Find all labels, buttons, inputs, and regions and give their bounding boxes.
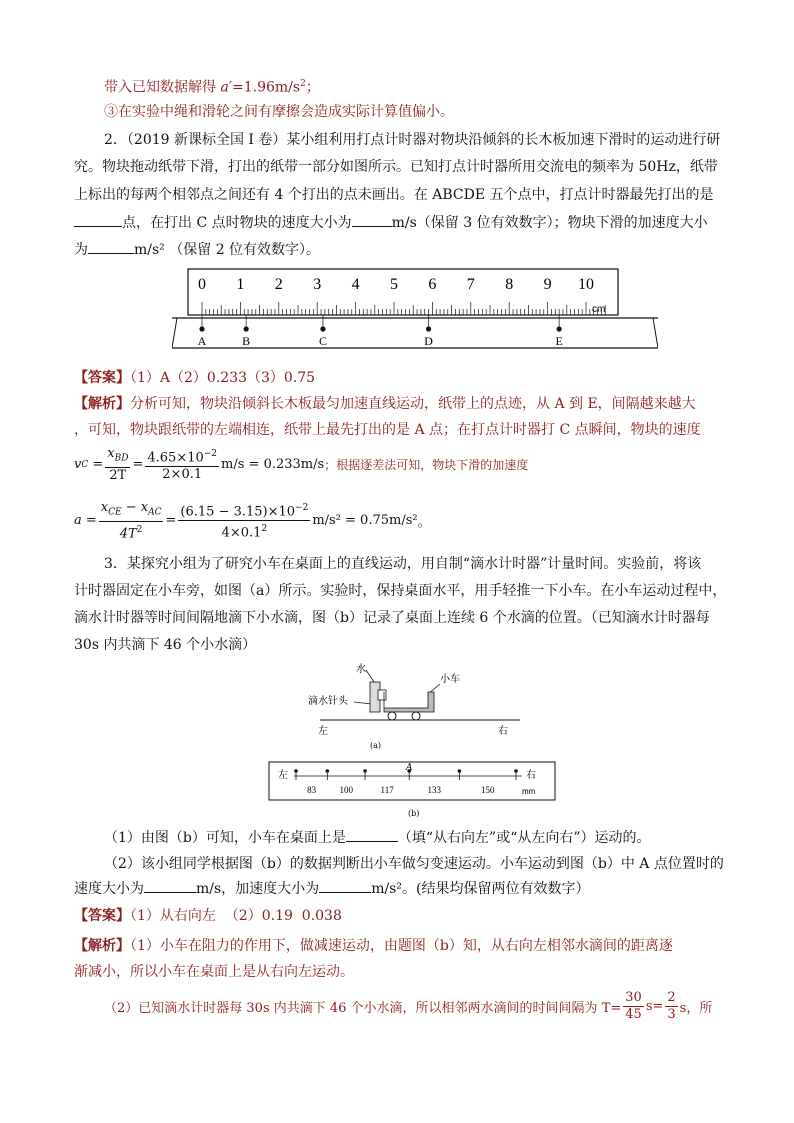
ruler-body bbox=[188, 269, 618, 315]
tape-edge bbox=[172, 318, 177, 348]
answer-tag: 【答案】 bbox=[74, 370, 130, 386]
text: 4×0.1 bbox=[221, 525, 262, 541]
text: a bbox=[220, 79, 229, 96]
text: s= bbox=[645, 999, 664, 1014]
text: ；根据逐差法可知，物块下滑的加速度 bbox=[324, 458, 529, 473]
fraction bbox=[178, 500, 310, 542]
water-label: 水 bbox=[356, 664, 366, 675]
gap-label: 100 bbox=[339, 785, 353, 795]
answer-blank[interactable] bbox=[74, 214, 122, 227]
numerator bbox=[105, 446, 130, 468]
tape-dot bbox=[426, 326, 431, 331]
point-label: D bbox=[424, 334, 433, 348]
q3-sub1 bbox=[104, 826, 651, 850]
tape-dot bbox=[557, 326, 562, 331]
needle-label: 滴水针头 bbox=[308, 696, 348, 707]
text: − x bbox=[121, 500, 149, 515]
water-drop bbox=[294, 769, 298, 773]
point-label: A bbox=[197, 334, 207, 348]
text: AC bbox=[148, 507, 162, 518]
tape-dot bbox=[244, 326, 249, 331]
right-label: 右 bbox=[526, 770, 536, 781]
fraction bbox=[145, 446, 219, 483]
text: = bbox=[132, 457, 144, 473]
drip-timer-clamp bbox=[378, 690, 386, 700]
text: ； bbox=[305, 79, 320, 96]
fraction bbox=[665, 990, 677, 1023]
figure-b bbox=[268, 758, 558, 820]
q2-line-2: 究。物块拖动纸带下滑，打出的纸带一部分如图所示。已知打点计时器所用交流电的频率为 50Hz，纸带 bbox=[74, 159, 718, 175]
ruler-number: 4 bbox=[351, 276, 360, 293]
text: a = bbox=[74, 513, 97, 529]
gap-label: 150 bbox=[480, 785, 495, 795]
text: 2 bbox=[300, 79, 306, 89]
text: m/s² = 0.75m/s² bbox=[312, 513, 418, 529]
analysis-tag: 【解析】 bbox=[74, 938, 130, 954]
numerator bbox=[178, 500, 310, 521]
denominator: 2×0.1 bbox=[162, 467, 203, 483]
point-a-label: A bbox=[405, 763, 413, 773]
text: （2）已知滴水计时器每 30s 内共滴下 46 个小水滴，所以相邻两水滴间的时间间隔为 T= bbox=[104, 1001, 622, 1016]
answer-blank[interactable] bbox=[352, 214, 392, 227]
text: 分析可知，物块沿倾斜长木板最匀加速直线运动，纸带上的点迹，从 A 到 E，间隔越来越大 bbox=[130, 396, 696, 412]
text: C bbox=[81, 459, 89, 470]
tape-dot bbox=[320, 326, 325, 331]
numerator bbox=[145, 446, 219, 467]
q3-analysis-1 bbox=[74, 934, 673, 958]
ruler-number: 9 bbox=[543, 276, 552, 293]
fraction bbox=[105, 446, 130, 484]
q3-line-2: 计时器固定在小车旁，如图（a）所示。实验时，保持桌面水平，用手轻推一下小车。在小车运动过程中， bbox=[74, 583, 727, 599]
text: m/s = 0.233m/s bbox=[221, 457, 325, 473]
q2-analysis-1 bbox=[74, 392, 696, 416]
q3-analysis-3 bbox=[104, 990, 712, 1023]
ruler-number: 6 bbox=[428, 276, 437, 293]
wheel bbox=[412, 712, 420, 720]
q3-sub2-1: （2）该小组同学根据图（b）的数据判断出小车做匀变速运动。小车运动到图（b）中 A 点位置时的 bbox=[104, 856, 724, 872]
caption-b: (b) bbox=[408, 809, 420, 818]
top-line-2: ③在实验中绳和滑轮之间有摩擦会造成实际计算值偏小。 bbox=[104, 104, 454, 120]
ruler-number: 5 bbox=[390, 276, 398, 293]
text: m/s² （保留 2 位有效数字）。 bbox=[134, 242, 321, 258]
text: m/s²。(结果均保留两位有效数字） bbox=[371, 881, 590, 897]
denominator bbox=[118, 522, 145, 542]
figure-a bbox=[300, 660, 530, 752]
text: v bbox=[74, 457, 82, 473]
text: ′=1.96m/s bbox=[228, 79, 301, 96]
q2-analysis-2: ，可知，物块跟纸带的左端相连，纸带上最先打出的是 A 点；在打点计时器打 C 点瞬间，物块的速度 bbox=[74, 422, 701, 438]
answer-blank[interactable] bbox=[319, 880, 371, 893]
text: s，所 bbox=[679, 1001, 713, 1016]
numerator bbox=[99, 500, 164, 522]
denominator bbox=[220, 521, 270, 541]
text: 。 bbox=[417, 515, 431, 531]
q2-answer bbox=[74, 366, 315, 390]
water-drop bbox=[363, 769, 367, 773]
fraction bbox=[623, 990, 644, 1023]
water-drop bbox=[514, 769, 518, 773]
text: −2 bbox=[295, 503, 309, 514]
analysis-tag: 【解析】 bbox=[74, 396, 130, 412]
text: 点，在打出 C 点时物块的速度大小为 bbox=[122, 215, 352, 231]
tape-points bbox=[198, 315, 563, 348]
text: 2 bbox=[261, 524, 268, 535]
q3-line-4: 30s 内共滴下 46 个小水滴） bbox=[74, 637, 257, 653]
a-formula bbox=[74, 500, 431, 542]
text: 2 bbox=[136, 524, 143, 535]
point-label: C bbox=[318, 334, 327, 348]
text: m/s，加速度大小为 bbox=[196, 881, 320, 897]
answer-blank[interactable] bbox=[88, 241, 134, 254]
ruler-number: 3 bbox=[313, 276, 322, 293]
q2-line-1: 2．（2019 新课标全国 I 卷）某小组利用打点计时器对物块沿倾斜的长木板加速下滑时的运动进行研 bbox=[104, 132, 721, 148]
unit-label: mm bbox=[522, 787, 536, 796]
text: = bbox=[165, 513, 177, 529]
q3-answer bbox=[74, 904, 342, 928]
vc-formula bbox=[74, 446, 528, 484]
ruler-number: 1 bbox=[236, 276, 245, 293]
ruler-figure bbox=[172, 268, 658, 352]
tape-dot bbox=[199, 326, 204, 331]
gap-label: 83 bbox=[307, 785, 317, 795]
text: 为 bbox=[74, 242, 88, 258]
denominator: 3 bbox=[667, 1007, 676, 1022]
text: (6.15 − 3.15)×10 bbox=[180, 504, 296, 520]
q2-line-3: 上标出的每两个相邻点之间还有 4 个打出的点未画出。在 ABCDE 五个点中，打点计时器最先打出的是 bbox=[74, 187, 714, 203]
text: 带入已知数据解得 bbox=[104, 79, 221, 96]
top-line-1 bbox=[104, 72, 320, 100]
answer-tag: 【答案】 bbox=[74, 908, 130, 924]
q3-analysis-2: 渐减小，所以小车在桌面上是从右向左运动。 bbox=[74, 964, 354, 980]
point-label: E bbox=[555, 334, 563, 348]
point-label: B bbox=[242, 334, 251, 348]
q3-line-3: 滴水计时器等时间间隔地滴下小水滴，图（b）记录了桌面上连续 6 个水滴的位置。（已知滴水计时器每 bbox=[74, 610, 710, 626]
ruler-number: 8 bbox=[505, 276, 514, 293]
left-label: 左 bbox=[318, 726, 328, 737]
answer-text: （1）A（2）0.233（3）0.75 bbox=[130, 370, 316, 386]
numerator: 30 bbox=[625, 990, 642, 1005]
text: （1）由图（b）可知，小车在桌面上是 bbox=[104, 830, 346, 846]
q3-line-1: 3．某探究小组为了研究小车在桌面上的直线运动，用自制“滴水计时器”计量时间。实验前，将该 bbox=[104, 556, 702, 572]
ruler-unit: cm bbox=[592, 304, 606, 315]
answer-text: （1）从右向左 （2）0.19 0.038 bbox=[130, 908, 342, 924]
denominator: 45 bbox=[625, 1007, 642, 1022]
leader-line bbox=[354, 702, 372, 704]
q2-line-5 bbox=[74, 238, 320, 262]
water-drop bbox=[326, 769, 330, 773]
text: 速度大小为 bbox=[74, 881, 144, 897]
q2-line-4 bbox=[74, 211, 708, 235]
ruler-number: 2 bbox=[274, 276, 283, 293]
text: = bbox=[88, 457, 104, 473]
caption-a: (a) bbox=[370, 741, 382, 750]
left-label: 左 bbox=[278, 770, 288, 781]
text: （填“从右向左”或“从左向右”）运动的。 bbox=[397, 830, 651, 846]
q3-sub2-2 bbox=[74, 877, 589, 901]
car-body bbox=[384, 692, 434, 712]
text: x bbox=[100, 500, 109, 515]
wheel bbox=[388, 712, 396, 720]
numerator: 2 bbox=[667, 990, 676, 1005]
leader-line bbox=[366, 670, 374, 682]
text: 4.65×10 bbox=[147, 450, 204, 466]
text: （1）小车在阻力的作用下，做减速运动，由题图（b）知，从右向左相邻水滴间的距离逐 bbox=[130, 938, 673, 954]
answer-blank[interactable] bbox=[346, 829, 398, 842]
tape-edge bbox=[653, 318, 658, 348]
water-drop bbox=[458, 769, 462, 773]
fraction bbox=[99, 500, 164, 542]
ruler-number: 7 bbox=[466, 276, 475, 293]
text: CE bbox=[108, 507, 122, 518]
gap-label: 117 bbox=[380, 785, 394, 795]
answer-blank[interactable] bbox=[144, 880, 196, 893]
car-label: 小车 bbox=[440, 674, 460, 685]
text: x bbox=[107, 446, 115, 461]
text: 4T bbox=[119, 525, 137, 541]
gap-label: 133 bbox=[427, 785, 442, 795]
text: BD bbox=[114, 453, 129, 464]
denominator: 2T bbox=[109, 467, 127, 483]
ruler-number: 0 bbox=[198, 276, 206, 293]
text: −2 bbox=[203, 449, 218, 460]
text: m/s（保留 3 位有效数字）；物块下滑的加速度大小 bbox=[391, 215, 708, 231]
right-label: 右 bbox=[498, 726, 508, 737]
ruler-number: 10 bbox=[578, 276, 594, 293]
